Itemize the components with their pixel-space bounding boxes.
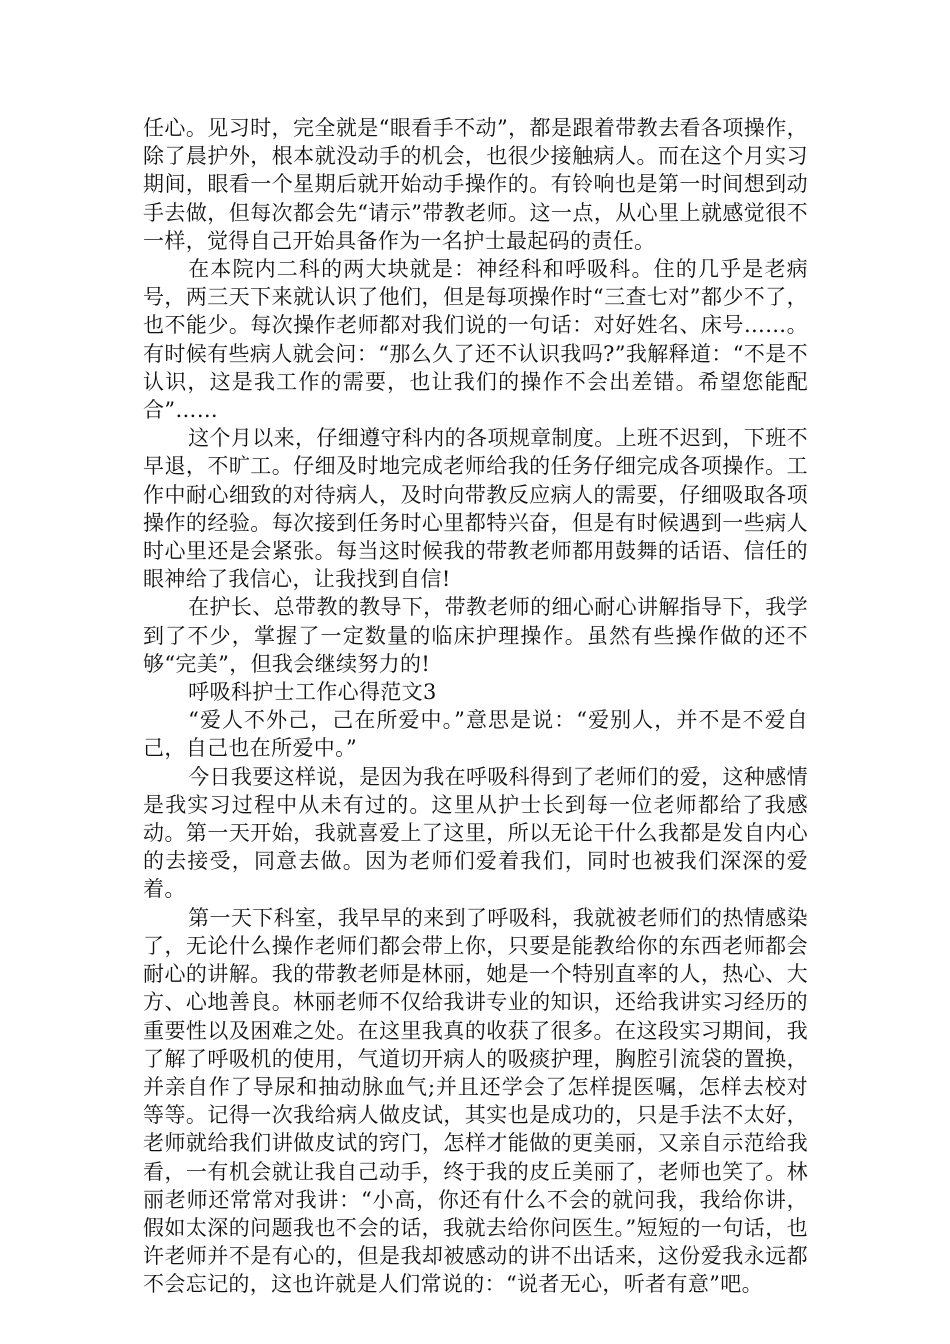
paragraph-3: 这个月以来，仔细遵守科内的各项规章制度。上班不迟到，下班不早退，不旷工。仔细及时地完成老师给我的任务仔细完成各项操作。工作中耐心细致的对待病人，及时向带教反应病人的需要，仔细吸取各项操作的经验。每次接到任务时心里都特兴奋，但是有时候遇到一些病人时心里还是会紧张。每当这时候我的带教老师都用鼓舞的话语、信任的眼神给了我信心，让我找到自信! bbox=[143, 426, 808, 592]
paragraph-2: 在本院内二科的两大块就是：神经科和呼吸科。住的几乎是老病号，两三天下来就认识了他们，但是每项操作时“三查七对”都少不了，也不能少。每次操作老师都对我们说的一句话：对好姓名、床号……。有时候有些病人就会问：“那么久了还不认识我吗?”我解释道：“不是不认识，这是我工作的需要，也让我们的操作不会出差错。希望您能配合”…… bbox=[143, 257, 808, 423]
paragraph-1: 任心。见习时，完全就是“眼看手不动”，都是跟着带教去看各项操作，除了晨护外，根本就没动手的机会，也很少接触病人。而在这个月实习期间，眼看一个星期后就开始动手操作的。有铃响也是第一时间想到动手去做，但每次都会先“请示”带教老师。这一点，从心里上就感觉很不一样，觉得自己开始具备作为一名护士最起码的责任。 bbox=[143, 116, 808, 253]
document-body bbox=[143, 114, 808, 1299]
paragraph-8: 第一天下科室，我早早的来到了呼吸科，我就被老师们的热情感染了，无论什么操作老师们都会带上你，只要是能教给你的东西老师都会耐心的讲解。我的带教老师是林丽，她是一个特别直率的人，热心、大方、心地善良。林丽老师不仅给我讲专业的知识，还给我讲实习经历的重要性以及困难之处。在这里我真的收获了很多。在这段实习期间，我了解了呼吸机的使用，气道切开病人的吸痰护理，胸腔引流袋的置换，并亲自作了导尿和抽动脉血气;并且还学会了怎样提医嘱，怎样去校对等等。记得一次我给病人做皮试，其实也是成功的，只是手法不太好，老师就给我们讲做皮试的窍门，怎样才能做的更美丽，又亲自示范给我看，一有机会就让我自己动手，终于我的皮丘美丽了，老师也笑了。林丽老师还常常对我讲：“小高，你还有什么不会的就问我，我给你讲，假如太深的问题我也不会的话，我就去给你问医生。”短短的一句话，也许老师并不是有心的，但是我却被感动的讲不出话来，这份爱我永远都不会忘记的，这也许就是人们常说的：“说者无心，听者有意”吧。 bbox=[143, 905, 808, 1297]
section-heading: 呼吸科护士工作心得范文3 bbox=[188, 680, 437, 705]
paragraph-7: 今日我要这样说，是因为我在呼吸科得到了老师们的爱，这种感情是我实习过程中从未有过的。这里从护士长到每一位老师都给了我感动。第一天开始，我就喜爱上了这里，所以无论干什么我都是发自内心的去接受，同意去做。因为老师们爱着我们，同时也被我们深深的爱着。 bbox=[143, 764, 808, 902]
paragraph-quote: “爱人不外己，己在所爱中。”意思是说：“爱别人，并不是不爱自己，自己也在所爱中。” bbox=[143, 708, 808, 761]
paragraph-4: 在护长、总带教的教导下，带教老师的细心耐心讲解指导下，我学到了不少，掌握了一定数量的临床护理操作。虽然有些操作做的还不够“完美”，但我会继续努力的! bbox=[143, 595, 808, 676]
